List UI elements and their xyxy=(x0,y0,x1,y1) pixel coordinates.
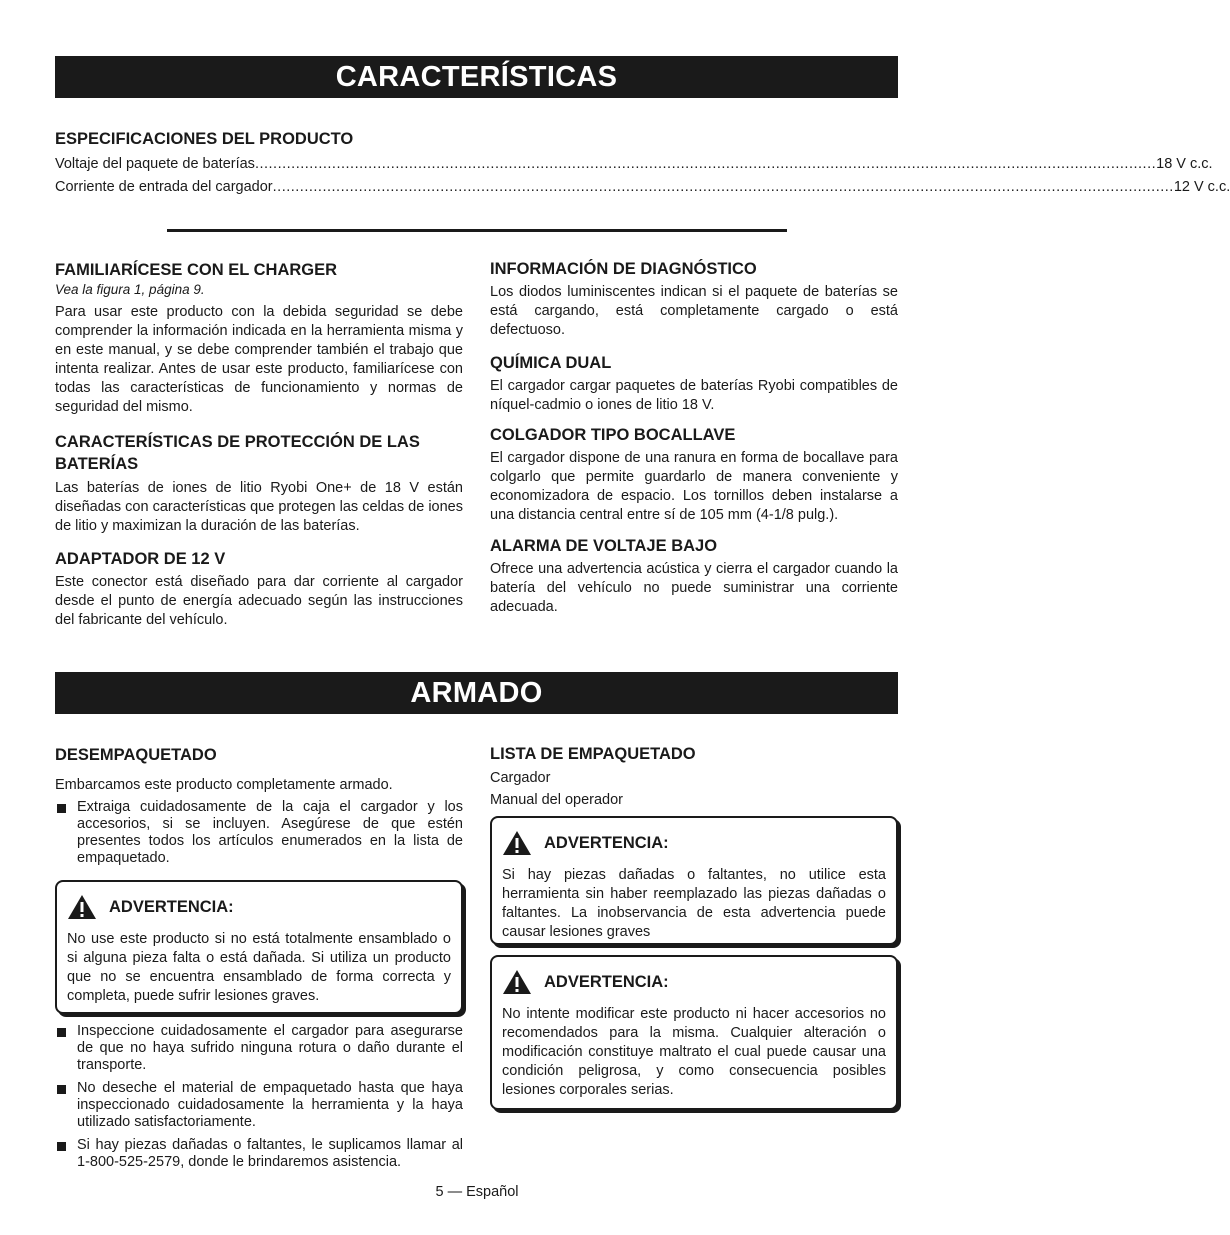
warning-triangle-icon xyxy=(502,830,532,856)
warning-triangle-icon xyxy=(67,894,97,920)
packing-list-item: Cargador xyxy=(490,770,551,786)
leader-dots: ....................................................................................................................................................................................................... xyxy=(254,156,1157,172)
adapter-heading: ADAPTADOR DE 12 V xyxy=(55,550,226,568)
bullet-square-icon xyxy=(57,1142,66,1151)
warning-box-incomplete-assembly xyxy=(55,880,463,1014)
bullet-square-icon xyxy=(57,1085,66,1094)
warning-body: No intente modificar este producto ni hacer accesorios no recomendados para la misma. Cualquier alteración o modificación constituye maltrato el cual puede causar una condición peligrosa, y como consecuencia posibles lesiones corporales serias. xyxy=(502,1006,886,1098)
bullet-square-icon xyxy=(57,1028,66,1037)
specs-heading: ESPECIFICACIONES DEL PRODUCTO xyxy=(55,130,354,148)
left-column-features xyxy=(55,260,463,630)
warning-title: ADVERTENCIA: xyxy=(544,972,669,991)
adapter-body: Este conector está diseñado para dar corriente al cargador desde el punto de energía adecuado según las instrucciones del fabricante del vehículo. xyxy=(55,574,463,628)
diagnostic-heading: INFORMACIÓN DE DIAGNÓSTICO xyxy=(490,260,757,278)
list-item xyxy=(55,799,463,867)
bullet-square-icon xyxy=(57,804,66,813)
spec-value: 12 V c.c. xyxy=(1173,179,1230,195)
bullet-text: Si hay piezas dañadas o faltantes, le suplicamos llamar al 1-800-525-2579, donde le brindaremos asistencia. xyxy=(77,1137,463,1170)
warning-title: ADVERTENCIA: xyxy=(109,897,234,916)
warning-body: Si hay piezas dañadas o faltantes, no utilice esta herramienta sin haber reemplazado las piezas dañadas o faltantes. La inobservancia de esta advertencia puede causar lesiones graves xyxy=(502,867,886,940)
figure-reference: Vea la figura 1, página 9. xyxy=(55,282,205,297)
dual-chemistry-heading: QUÍMICA DUAL xyxy=(490,354,612,372)
list-item xyxy=(55,1137,463,1171)
page-footer: 5 — Español xyxy=(435,1184,519,1200)
bullet-text: No deseche el material de empaquetado hasta que haya inspeccionado cuidadosamente la herramienta y la haya utilizado satisfactoriamente. xyxy=(77,1080,463,1130)
spec-row-voltage xyxy=(55,155,1213,174)
right-column-features xyxy=(490,259,898,617)
spec-label: Voltaje del paquete de baterías xyxy=(55,156,255,172)
keyhole-body: El cargador dispone de una ranura en forma de bocallave para colgarlo que permite guardarlo de manera conveniente y economizadora de espacio. Los tornillos deben instalarse a una distancia central entre sí de 105 mm (4-1/8 pulg.). xyxy=(490,450,898,523)
protection-heading: CARACTERÍSTICAS DE PROTECCIÓN DE LAS BATERÍAS xyxy=(55,433,420,473)
protection-body: Las baterías de iones de litio Ryobi One+ de 18 V están diseñadas con características que protegen las celdas de iones de litio y maximizan la duración de las baterías. xyxy=(55,480,463,534)
packing-list-heading: LISTA DE EMPAQUETADO xyxy=(490,745,696,763)
unpacking-bullets xyxy=(55,1023,463,1171)
dual-chemistry-body: El cargador cargar paquetes de baterías Ryobi compatibles de níquel-cadmio o iones de litio 18 V. xyxy=(490,378,898,413)
spec-value: 18 V c.c. xyxy=(1156,156,1213,172)
bullet-text: Extraiga cuidadosamente de la caja el cargador y los accesorios, si se incluyen. Asegúrese de que estén presentes todos los artículos enumerados en la lista de empaquetado. xyxy=(77,799,463,866)
diagnostic-body: Los diodos luminiscentes indican si el paquete de baterías se está cargando, está completamente cargado o está defectuoso. xyxy=(490,284,898,338)
warning-box-modification xyxy=(490,955,898,1110)
keyhole-heading: COLGADOR TIPO BOCALLAVE xyxy=(490,426,736,444)
leader-dots: ....................................................................................................................................................................................................... xyxy=(272,179,1174,195)
left-column-assembly xyxy=(55,745,463,867)
warning-box-damaged-parts xyxy=(490,816,898,945)
section-banner-armado: ARMADO xyxy=(55,672,898,714)
section-divider xyxy=(167,229,787,232)
spec-row-input-current xyxy=(55,178,1230,197)
warning-title: ADVERTENCIA: xyxy=(544,833,669,852)
right-column-assembly xyxy=(490,744,898,811)
bullet-text: Inspeccione cuidadosamente el cargador para asegurarse de que no haya sufrido ninguna rotura o daño durante el transporte. xyxy=(77,1023,463,1073)
unpacking-intro: Embarcamos este producto completamente armado. xyxy=(55,777,393,793)
packing-list-item: Manual del operador xyxy=(490,792,624,808)
warning-triangle-icon xyxy=(502,969,532,995)
list-item xyxy=(55,1080,463,1131)
low-voltage-alarm-body: Ofrece una advertencia acústica y cierra el cargador cuando la batería del vehículo no puede suministrar una corriente adecuada. xyxy=(490,561,898,615)
familiarize-body: Para usar este producto con la debida seguridad se debe comprender la información indicada en la herramienta misma y en este manual, y se debe comprender también el trabajo que intenta realizar. Antes de usar este producto, familiarícese con todas las características de funcionamiento y normas de seguridad del mismo. xyxy=(55,304,463,415)
spec-label: Corriente de entrada del cargador xyxy=(55,179,273,195)
list-item xyxy=(55,1023,463,1074)
familiarize-heading: FAMILIARÍCESE CON EL CHARGER xyxy=(55,261,338,279)
unpacking-heading: DESEMPAQUETADO xyxy=(55,746,217,764)
low-voltage-alarm-heading: ALARMA DE VOLTAJE BAJO xyxy=(490,537,718,555)
section-banner-caracteristicas: CARACTERÍSTICAS xyxy=(55,56,898,98)
warning-body: No use este producto si no está totalmente ensamblado o si alguna pieza falta o está dañada. Si utiliza un producto que no se encuentra ensamblado de forma correcta y completa, puede sufrir lesiones graves. xyxy=(67,931,451,1004)
